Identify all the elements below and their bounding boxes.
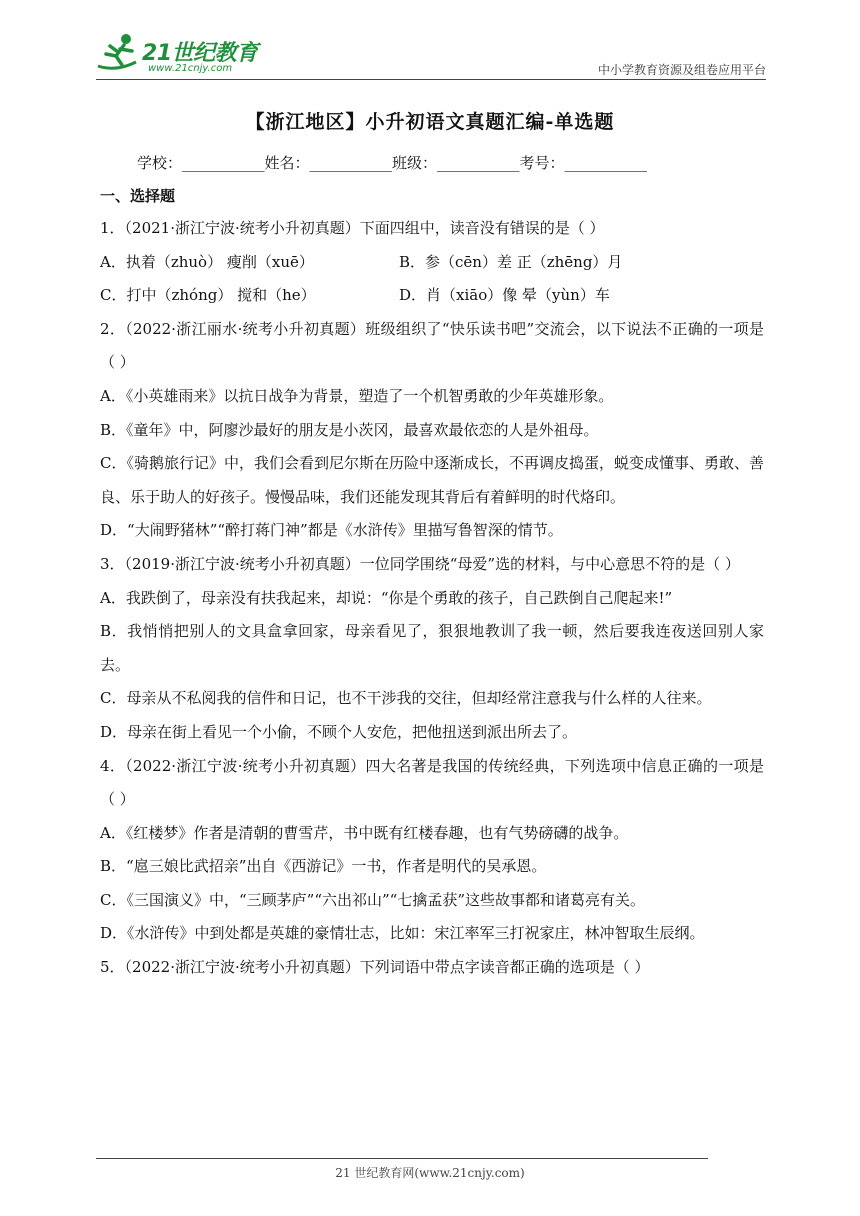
option-a: A．《红楼梦》作者是清朝的曹雪芹，书中既有红楼春趣，也有气势磅礴的战争。 bbox=[100, 823, 629, 842]
option-c: C．《骑鹅旅行记》中，我们会看到尼尔斯在历险中逐渐成长，不再调皮捣蛋，蜕变成懂事、勇敢、善良、乐于助人的好孩子。慢慢品味，我们还能发现其背后有着鲜明的时代烙印。 bbox=[100, 454, 764, 506]
option-d: D．肖（xiāo）像 晕（yùn）车 bbox=[399, 286, 610, 305]
option-d: D．《水浒传》中到处都是英雄的豪情壮志，比如：宋江率军三打祝家庄，林冲智取生辰纲。 bbox=[100, 924, 705, 943]
question-stem: 2．（2022·浙江丽水·统考小升初真题）班级组织了“快乐读书吧”交流会，以下说法不正确的一项是（ ） bbox=[100, 319, 764, 372]
logo-url: www.21cnjy.com bbox=[148, 63, 233, 74]
option-b: B．参（cēn）差 正（zhēng）月 bbox=[399, 252, 623, 271]
page-footer: 21 世纪教育网(www.21cnjy.com) bbox=[335, 1166, 525, 1180]
logo bbox=[96, 30, 266, 78]
option-c: C．母亲从不私阅我的信件和日记，也不干涉我的交往，但却经常注意我与什么样的人往来。 bbox=[100, 689, 712, 708]
page-header bbox=[96, 30, 766, 80]
header-divider bbox=[96, 79, 766, 80]
option-b: B．“扈三娘比武招亲”出自《西游记》一书，作者是明代的吴承恩。 bbox=[100, 857, 547, 876]
footer-divider bbox=[96, 1158, 708, 1159]
option-a: A．我跌倒了，母亲没有扶我起来，却说：“你是个勇敢的孩子，自己跌倒自己爬起来!” bbox=[100, 588, 673, 607]
question-stem: 4．（2022·浙江宁波·统考小升初真题）四大名著是我国的传统经典，下列选项中信息正确的一项是（ ） bbox=[100, 756, 764, 809]
question-list bbox=[100, 212, 764, 985]
logo-text: 21世纪教育 bbox=[142, 41, 258, 66]
section-heading: 一、选择题 bbox=[100, 187, 176, 205]
option-b: B．《童年》中，阿廖沙最好的朋友是小茨冈，最喜欢最依恋的人是外祖母。 bbox=[100, 420, 599, 439]
option-a: A．执着（zhuò） 瘦削（xuē） bbox=[100, 252, 314, 271]
option-d: D．母亲在街上看见一个小偷，不顾个人安危，把他扭送到派出所去了。 bbox=[100, 722, 578, 741]
running-figure-icon bbox=[96, 32, 144, 74]
question-stem: 1．（2021·浙江宁波·统考小升初真题）下面四组中，读音没有错误的是（ ） bbox=[100, 219, 605, 237]
student-info-line: 学校：___________姓名：___________班级：___________考号：___________ bbox=[137, 154, 648, 172]
option-a: A．《小英雄雨来》以抗日战争为背景，塑造了一个机智勇敢的少年英雄形象。 bbox=[100, 386, 614, 405]
platform-name: 中小学教育资源及组卷应用平台 bbox=[597, 63, 766, 77]
option-row bbox=[100, 246, 764, 280]
option-row bbox=[100, 279, 764, 313]
option-c: C．打中（zhóng） 搅和（he） bbox=[100, 286, 316, 305]
option-b: B．我悄悄把别人的文具盒拿回家，母亲看见了，狠狠地教训了我一顿，然后要我连夜送回别人家去。 bbox=[100, 622, 764, 674]
option-d: D．“大闹野猪林”“醉打蒋门神”都是《水浒传》里描写鲁智深的情节。 bbox=[100, 521, 563, 540]
page-title: 【浙江地区】小升初语文真题汇编-单选题 bbox=[245, 111, 615, 133]
question-stem: 5．（2022·浙江宁波·统考小升初真题）下列词语中带点字读音都正确的选项是（ ） bbox=[100, 958, 650, 977]
question-stem: 3．（2019·浙江宁波·统考小升初真题）一位同学围绕“母爱”选的材料，与中心意思不符的是（ ） bbox=[100, 554, 740, 573]
option-c: C．《三国演义》中，“三顾茅庐”“六出祁山”“七擒孟获”这些故事都和诸葛亮有关。 bbox=[100, 890, 645, 909]
